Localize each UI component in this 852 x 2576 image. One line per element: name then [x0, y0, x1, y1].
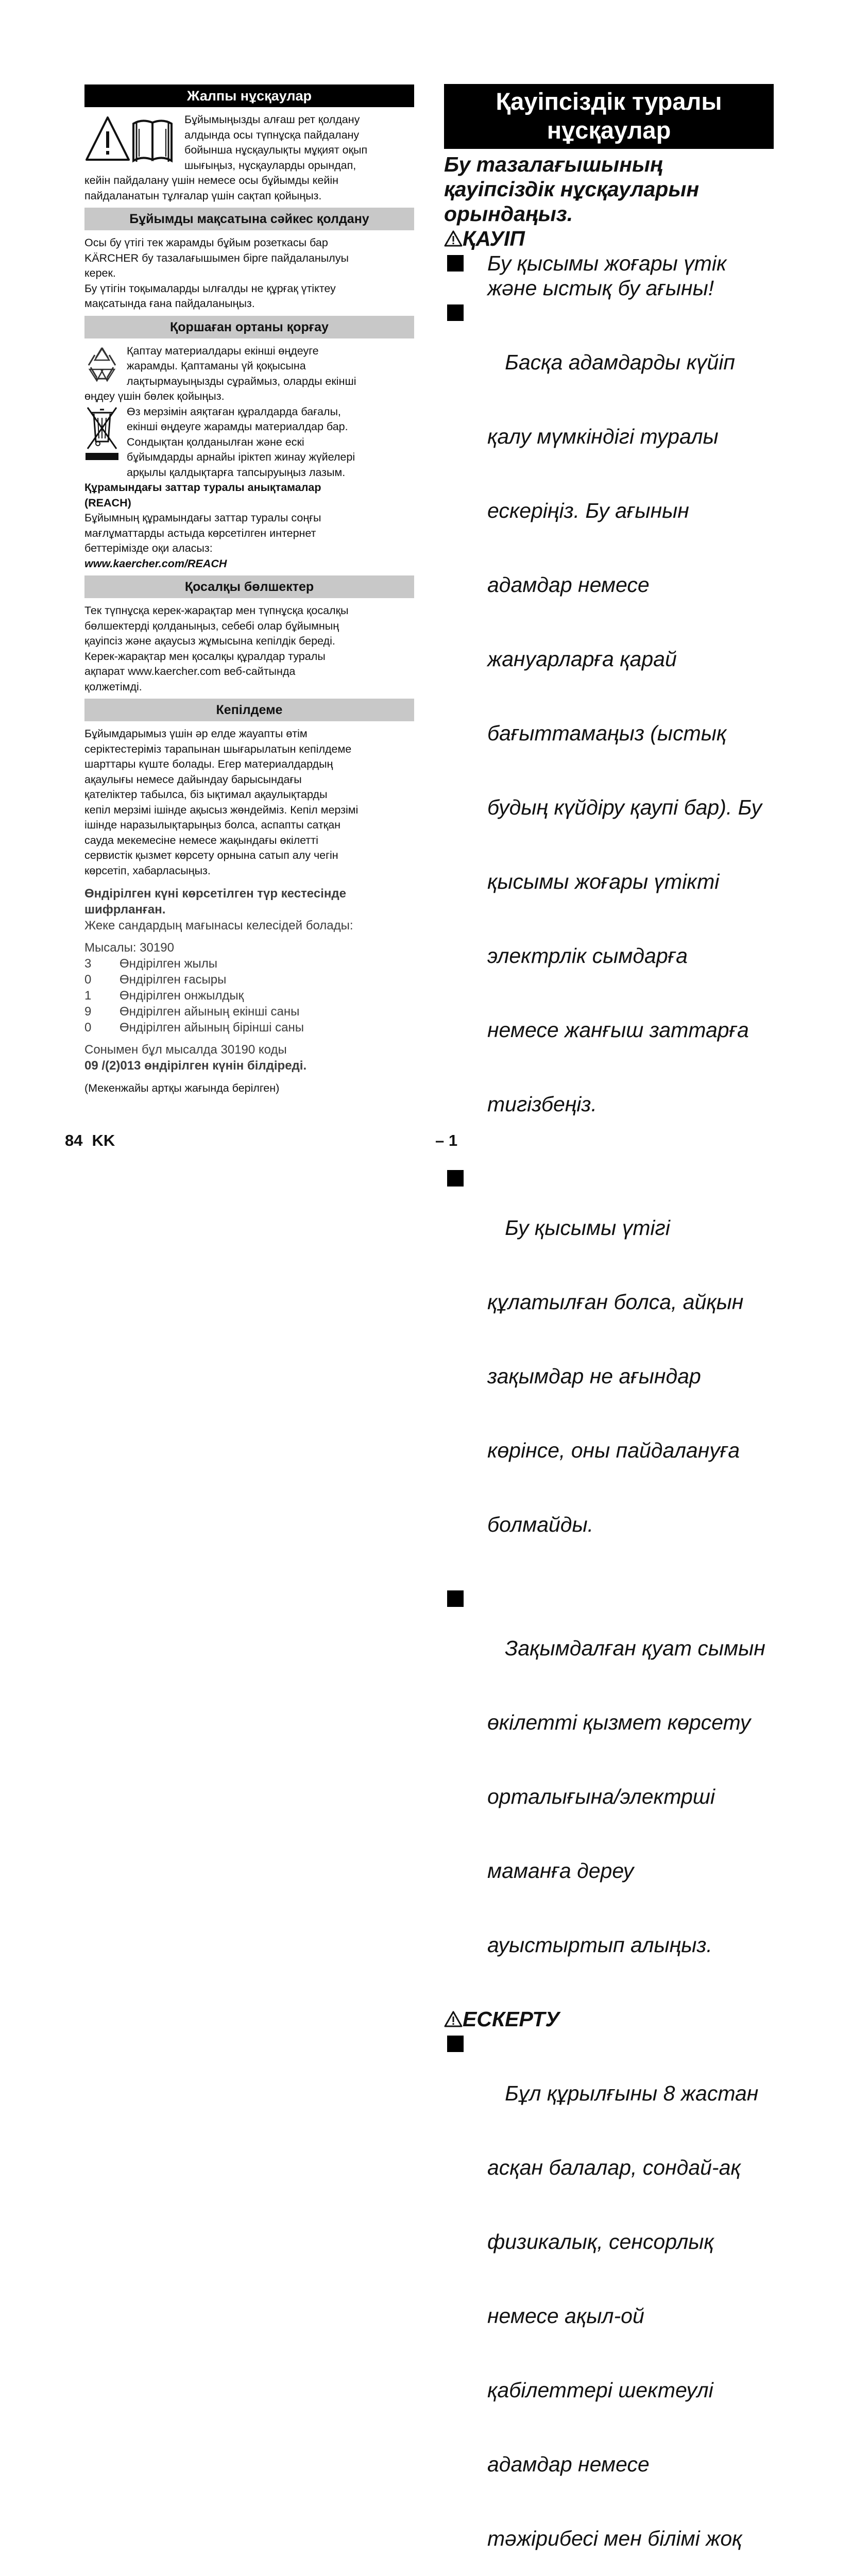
warning-line: асқан балалар, сондай-ақ [487, 2156, 741, 2179]
danger-line: орталығына/электрші [487, 1785, 715, 1808]
left-column [84, 84, 414, 1096]
reach-line: Бұйымның құрамындағы заттар туралы соңғы [84, 512, 321, 524]
bullet-square-icon [447, 1170, 464, 1187]
warranty-line: серіктестеріміз тарапынан шығарылатын кепілдеме [84, 742, 352, 755]
danger-line: бағыттамаңыз (ыстық [487, 721, 727, 745]
bullet-square-icon [447, 2036, 464, 2052]
warning-triangle-icon [444, 2010, 463, 2028]
danger-label: ҚАУІП [463, 227, 525, 250]
page-footer-left [65, 1131, 124, 1150]
production-conclusion: 09 /(2)013 өндірілген күнін білдіреді. [84, 1059, 307, 1073]
code-digit: 9 [84, 1005, 92, 1019]
intended-use-header: Бұйымды мақсатына сәйкес қолдану [84, 208, 414, 230]
warranty-line: қателіктер табылса, біз ықтимал ақаулықтарды [84, 788, 328, 801]
production-example: Мысалы: 30190 [84, 941, 174, 955]
bullet-square-icon [447, 1590, 464, 1607]
weee-line: Өз мерзімін аяқтаған құралдарда бағалы, [127, 405, 341, 418]
danger-line: маманға дереу [487, 1859, 634, 1883]
code-row [84, 956, 414, 972]
danger-line: құлатылған болса, айқын [487, 1290, 744, 1314]
danger-line: болмайды. [487, 1513, 594, 1536]
general-text-line: пайдаланатын тұлғалар үшін сақтап қойыңыз. [84, 189, 322, 202]
danger-line: ескеріңіз. Бу ағынын [487, 499, 689, 522]
language-code: KK [92, 1131, 115, 1149]
danger-item [444, 1166, 774, 1586]
production-intro: Өндірілген күні көрсетілген түр кестесінде [84, 887, 346, 901]
warning-triangle-icon [444, 230, 463, 247]
danger-line: ауыстыртып алыңыз. [487, 1933, 712, 1957]
crossed-bin-icon [84, 405, 120, 465]
warning-title [444, 2007, 774, 2031]
spare-parts-line: Тек түпнұсқа керек-жарақтар мен түпнұсқа қосалқы [84, 604, 349, 617]
reach-link[interactable]: www.kaercher.com/REACH [84, 557, 227, 570]
danger-line: көрінсе, оны пайдалануға [487, 1438, 740, 1462]
recycle-section [84, 344, 414, 389]
general-text-line: шығыңыз, нұсқауларды орындап, [184, 159, 356, 172]
danger-line: қалу мүмкіндігі туралы [487, 425, 719, 448]
reach-heading: Құрамындағы заттар туралы анықтамалар [84, 481, 321, 494]
warning-line: физикалық, сенсорлық [487, 2230, 714, 2253]
general-notes-section [84, 112, 414, 173]
weee-line: екінші өңдеуге жарамды материалдар бар. [127, 420, 348, 433]
warranty-line: көрсетіп, хабарласыңыз. [84, 864, 211, 877]
bullet-square-icon [447, 304, 464, 321]
code-row [84, 1020, 414, 1036]
code-row [84, 972, 414, 988]
spare-parts-header: Қосалқы бөлшектер [84, 575, 414, 598]
reach-line: беттерімізде оқи аласыз: [84, 542, 213, 554]
danger-item [444, 300, 774, 1166]
weee-line: бұйымдарды арнайы іріктеп жинау жүйелері [127, 451, 355, 463]
danger-item [444, 1586, 774, 2007]
production-intro: шифрланған. [84, 903, 166, 917]
safety-intro: орындаңыз. [444, 202, 573, 226]
page-number: 84 [65, 1131, 83, 1149]
danger-line: будың күйдіру қаупі бар). Бу [487, 795, 762, 819]
code-digit: 0 [84, 1021, 92, 1035]
reach-line: мағлұматтарды астыда көрсетілген интернет [84, 527, 316, 539]
general-text-line: Бұйымыңызды алғаш рет қолдану [184, 113, 360, 126]
danger-item [444, 251, 774, 300]
warranty-line: Бұйымдарымыз үшін әр елде жауапты өтім [84, 727, 308, 740]
warranty-line: сервистік қызмет көрсету орнына сатып алу чегін [84, 849, 338, 861]
safety-header-line: нұсқаулар [547, 116, 671, 144]
danger-line: Бу қысымы үтігі [487, 1216, 670, 1240]
warning-line: адамдар немесе [487, 2452, 650, 2476]
danger-line: қысымы жоғары үтікті [487, 870, 720, 893]
weee-line: арқылы қалдықтарға тапсыруыңыз лазым. [127, 466, 346, 479]
general-text-line: кейін пайдалану үшін немесе осы бұйымды кейін [84, 174, 338, 187]
safety-intro: Бу тазалағышының [444, 152, 663, 176]
code-digit: 1 [84, 989, 92, 1003]
code-desc: Өндірілген жылы [120, 957, 217, 971]
intended-use-line: керек. [84, 267, 116, 279]
weee-section [84, 404, 414, 465]
code-row [84, 1004, 414, 1020]
code-digit: 0 [84, 973, 92, 987]
warning-line: немесе ақыл-ой [487, 2304, 644, 2328]
warning-line: Бұл құрылғыны 8 жастан [487, 2081, 759, 2105]
warning-label: ЕСКЕРТУ [463, 2007, 560, 2031]
reach-heading: (REACH) [84, 496, 131, 509]
danger-line: және ыстық бу ағыны! [487, 276, 714, 300]
intended-use-line: KÄRCHER бу тазалағышымен бірге пайдаланылуы [84, 251, 349, 264]
recycle-line: лақтырмауыңызды сұраймыз, оларды екінші [127, 375, 356, 387]
spare-parts-line: Керек-жарақтар мен қосалқы құралдар туралы [84, 650, 326, 663]
general-text-line: алдында осы түпнұсқа пайдалану [184, 128, 360, 141]
code-desc: Өндірілген ғасыры [120, 973, 227, 987]
warning-line: тәжірибесі мен білімі жоқ [487, 2527, 742, 2550]
intended-use-line: Бу үтігін тоқымаларды ылғалды не құрғақ үтіктеу [84, 282, 336, 295]
right-column [444, 84, 774, 2576]
recycle-line: жарамды. Қаптаманы үй қоқысына [127, 360, 306, 372]
warranty-line: ақаулығы немесе дайындау барысындағы [84, 773, 302, 786]
warranty-line: кепіл мерзімі ішінде ақысыз жөндейміз. Кепіл мерзімі [84, 803, 359, 816]
warranty-line: сауда мекемесіне немесе жақындағы өкілетті [84, 834, 318, 846]
warning-book-icon [84, 113, 177, 167]
recycle-line: өңдеу үшін бөлек қойыңыз. [84, 390, 225, 402]
safety-intro: қауіпсіздік нұсқауларын [444, 177, 700, 201]
production-conclusion: Сонымен бұл мысалда 30190 коды [84, 1043, 287, 1057]
danger-line: адамдар немесе [487, 573, 650, 597]
warranty-line: шарттары күште болады. Егер материалдардың [84, 758, 333, 770]
danger-line: өкілетті қызмет көрсету [487, 1710, 751, 1734]
danger-line: Басқа адамдарды күйіп [487, 350, 735, 374]
address-note: (Мекенжайы артқы жағында берілген) [84, 1082, 280, 1094]
danger-line: жануарларға қарай [487, 647, 677, 671]
danger-line: тигізбеңіз. [487, 1092, 597, 1116]
production-meaning: Жеке сандардың мағынасы келесідей болады: [84, 919, 353, 933]
spare-parts-line: қауіпсіз және ақаусыз жұмысына кепілдік береді. [84, 635, 335, 647]
danger-line: электрлік сымдарға [487, 944, 688, 968]
warning-item [444, 2031, 774, 2576]
safety-header-line: Қауіпсіздік туралы [496, 88, 722, 115]
danger-line: немесе жанғыш заттарға [487, 1018, 749, 1042]
recycle-line: Қаптау материалдары екінші өңдеуге [127, 344, 319, 357]
safety-header [444, 84, 774, 149]
warranty-line: ішінде наразылықтарыңыз болса, аспапты сатқан [84, 819, 341, 831]
spare-parts-line: қолжетімді. [84, 680, 142, 693]
environment-header: Қоршаған ортаны қорғау [84, 316, 414, 338]
danger-line: Зақымдалған қуат сымын [487, 1636, 765, 1660]
intended-use-line: мақсатында ғана пайдаланыңыз. [84, 297, 255, 310]
code-row [84, 988, 414, 1004]
danger-line: зақымдар не ағындар [487, 1364, 701, 1388]
danger-title [444, 226, 774, 251]
spare-parts-line: бөлшектерді қолданыңыз, себебі олар бұйымның [84, 619, 339, 632]
recycle-icon [84, 345, 120, 385]
bullet-square-icon [447, 255, 464, 272]
code-desc: Өндірілген айының екінші саны [120, 1005, 300, 1019]
general-notes-header: Жалпы нұсқаулар [84, 84, 414, 107]
weee-line: Сондықтан қолданылған және ескі [127, 435, 304, 448]
page-footer-center: – 1 [435, 1131, 458, 1149]
warranty-header: Кепілдеме [84, 699, 414, 721]
code-desc: Өндірілген айының бірінші саны [120, 1021, 304, 1035]
code-digit: 3 [84, 957, 92, 971]
spare-parts-line: ақпарат www.kaercher.com веб-сайтында [84, 665, 296, 677]
danger-line: Бу қысымы жоғары үтік [487, 251, 727, 275]
warning-line: қабілеттері шектеулі [487, 2378, 713, 2402]
code-desc: Өндірілген онжылдық [120, 989, 244, 1003]
general-text-line: бойынша нұсқаулықты мұқият оқып [184, 144, 368, 156]
intended-use-line: Осы бу үтігі тек жарамды бұйым розеткасы бар [84, 236, 328, 249]
